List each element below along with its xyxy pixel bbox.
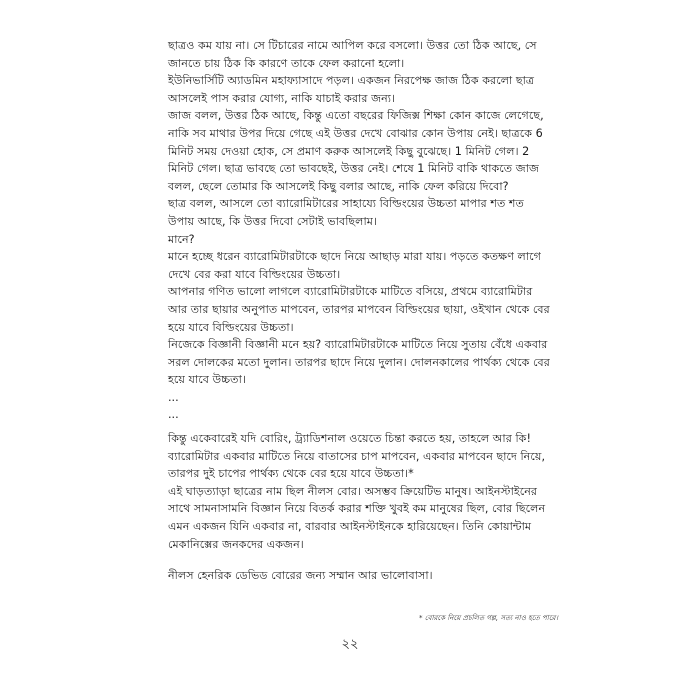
page-number: ২২ (341, 637, 359, 652)
paragraph: এই ঘাড়ত্যাড়া ছাত্রের নাম ছিল নীলস বোর। অসম্ভব ক্রিয়েটিভ মানুষ। আইনস্টাইনের সাথে সামনাসামনি বিজ্ঞান নিয়ে বিতর্ক করার শক্তি খুবই কম মানুষের ছিল, বোর ছিলেন এমন একজন যিনি একবার না, বারবার আইনস্টাইনকে হারিয়েছেন। তিনি কোয়ান্টাম মেকানিক্সের জনকদের একজন। (168, 484, 546, 551)
paragraph: মানে হচ্ছে ধরেন ব্যারোমিটারটাকে ছাদে নিয়ে আছাড় মারা যায়। পড়তে কতক্ষণ লাগে দেখে বের করা যাবে বিল্ডিংয়ের উচ্চতা। (168, 250, 541, 281)
ellipsis-line: ... (168, 390, 179, 404)
paragraph: নিজেকে বিজ্ঞানী বিজ্ঞানী মনে হয়? ব্যারোমিটারটাকে মাটিতে নিয়ে সুতায় বেঁধে একবার সরল দোলকের মতো দুলান। তারপর ছাদে নিয়ে দুলান। দোলনকালের পার্থক্য থেকে বের হয়ে যাবে উচ্চতা। (168, 338, 550, 387)
body-text (168, 37, 553, 585)
paragraph: ছাত্র বলল, আসলে তো ব্যারোমিটারের সাহায্যে বিল্ডিংয়ের উচ্চতা মাপার শত শত উপায় আছে, কি উত্তর দিবো সেটাই ভাবছিলাম। (168, 197, 524, 228)
paragraph: আপনার গণিত ভালো লাগলে ব্যারোমিটারটাকে মাটিতে বসিয়ে, প্রথমে ব্যারোমিটার আর তার ছায়ার অনুপাত মাপবেন, তারপর মাপবেন বিল্ডিংয়ের ছায়া, ওইখান থেকে বের হয়ে যাবে বিল্ডিংয়ের উচ্চতা। (168, 285, 550, 334)
paragraph: মানে? (168, 232, 195, 246)
paragraph: জাজ বলল, উত্তর ঠিক আছে, কিন্তু এতো বছরের ফিজিক্স শিক্ষা কোন কাজে লেগেছে, নাকি সব মাথার উপর দিয়ে গেছে এই উত্তর দেখে বোঝার কোন উপায় নেই। ছাত্রকে 6 মিনিট সময় দেওয়া হোক, সে প্রমাণ করুক আসলেই কিছু বুঝেছে। 1 মিনিট গেল। 2 মিনিট গেল। ছাত্র ভাবছে তো ভাবছেই, উত্তর নেই। শেষে 1 মিনিট বাকি থাকতে জাজ বলল, ছেলে তোমার কি আসলেই কিছু বলার আছে, নাকি ফেল করিয়ে দিবো? (168, 109, 544, 193)
paragraph: কিন্তু একেবারেই যদি বোরিং, ট্র্যাডিশনাল ওয়েতে চিন্তা করতে হয়, তাহলে আর কি! ব্যারোমিটার একবার মাটিতে নিয়ে বাতাসের চাপ মাপবেন, একবার মাপবেন ছাদে নিয়ে, তারপর দুই চাপের পার্থক্য থেকে বের হয়ে যাবে উচ্চতা।* (168, 432, 546, 481)
ellipsis-line: ... (168, 408, 179, 422)
paragraph: ইউনিভার্সিটি অ্যাডমিন মহাফ্যাসাদে পড়ল। একজন নিরপেক্ষ জাজ ঠিক করলো ছাত্র আসলেই পাস করার যোগ্য, নাকি যাচাই করার জন্য। (168, 74, 535, 105)
spacer (168, 553, 553, 567)
footnote: * বোরকে নিয়ে প্রচলিত গল্প, সত্য নাও হতে পারে। (419, 614, 558, 622)
paragraph: ছাত্রও কম যায় না। সে টিচারের নামে আপিল করে বসলো। উত্তর তো ঠিক আছে, সে জানতে চায় ঠিক কি কারণে তাকে ফেল করানো হলো। (168, 39, 537, 70)
dedication-line: নীলস হেনরিক ডেভিড বোরের জন্য সম্মান আর ভালোবাসা। (168, 569, 433, 583)
